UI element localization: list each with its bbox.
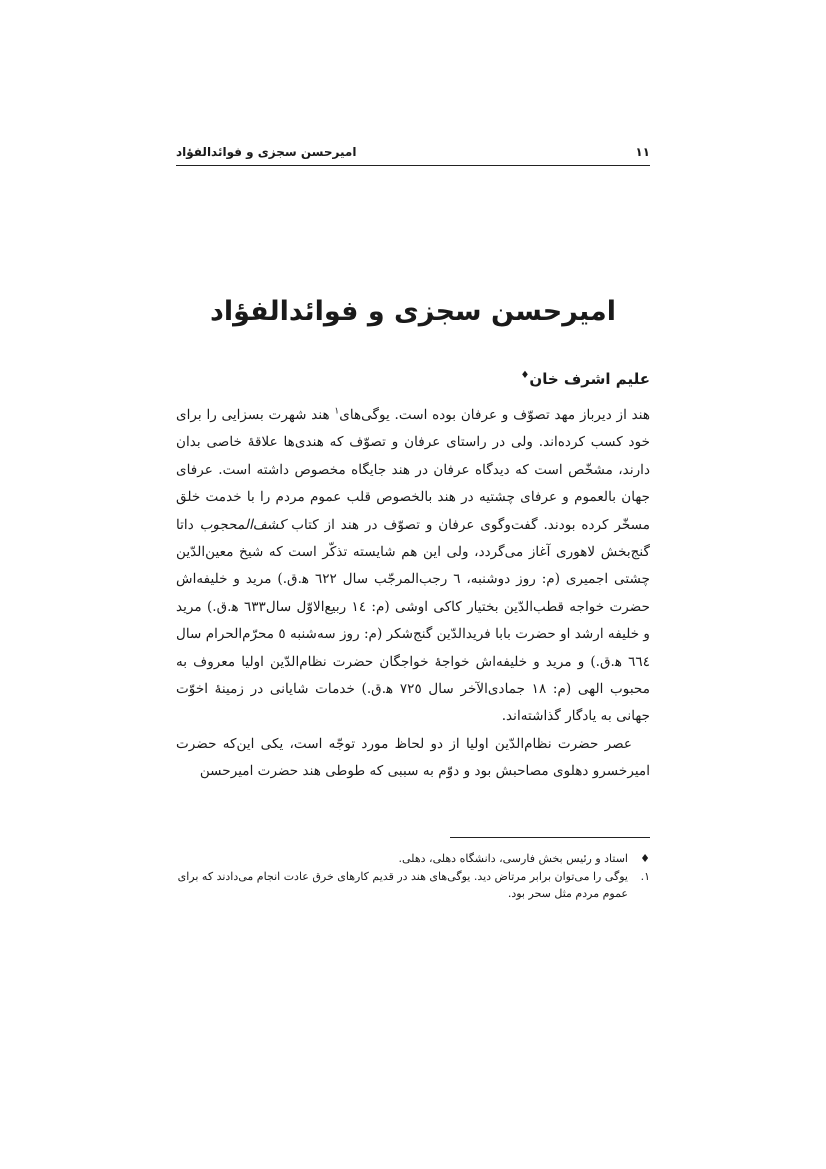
author-footnote-mark: ♦	[520, 370, 530, 381]
footnote-author	[176, 850, 650, 867]
footnote-ref-1: ۱	[334, 406, 340, 417]
footnote-mark: ♦	[640, 852, 650, 865]
running-title: امیرحسن سجزی و فوائدالفؤاد	[176, 145, 357, 159]
footnotes	[176, 850, 650, 903]
paragraph-1-part-a: هند از دیرباز مهد تصوّف و عرفان بوده است. یوگی‌های	[339, 407, 650, 423]
author-line	[520, 370, 650, 388]
footnote-separator	[450, 837, 650, 838]
footnote-text: یوگی را می‌توان برابر مرتاض دید. یوگی‌های هند در قدیم کارهای خرق عادت انجام می‌دادند که برای عموم مردم مثل سحر بود.	[177, 870, 628, 900]
paragraph-1	[176, 402, 650, 731]
page-number: ۱۱	[635, 145, 650, 159]
article-title: امیرحسن سجزی و فوائدالفؤاد	[209, 296, 616, 327]
paragraph-1-part-b: هند شهرت بسزایی را برای خود کسب کرده‌اند. ولی در راستای عرفان و تصوّف که هندی‌ها علاقهٔ خاصی بدان دارند، مشخّص است که دیدگاه عرفان در هند جایگاه مخصوص داشته است. عرفای جهان بالعموم و عرفای چشتیه در هند بالخصوص قلب عموم مردم را با خدمت خلق مسخّر کرده بودند. گفت‌وگوی عرفان و تصوّف در هند از کتاب	[176, 407, 650, 533]
paragraph-2: عصر حضرت نظام‌الدّین اولیا از دو لحاظ مورد توجّه است، یکی این‌که حضرت امیرخسرو دهلوی مصاحبش بود و دوّم به سببی که طوطی هند حضرت امیرحسن	[176, 735, 650, 780]
book-title-italic: کشف‌المحجوب	[199, 516, 286, 533]
footnote-mark: ۱.	[640, 870, 650, 883]
body-text	[176, 402, 650, 786]
footnote-text: استاد و رئیس بخش فارسی، دانشگاه دهلی، دهلی.	[398, 852, 628, 865]
author-name: علیم اشرف خان	[529, 370, 650, 388]
footnote-1	[176, 868, 650, 902]
running-header	[176, 143, 650, 166]
paragraph-1-part-c: داتا گنج‌بخش لاهوری آغاز می‌گردد، ولی این هم شایسته تذکّر است که شیخ معین‌الدّین چشتی اجمیری (م: روز دوشنبه، ٦ رجب‌المرجّب سال ٦٢٢ ه‍.ق.) مرید و خلیفه‌اش حضرت خواجه قطب‌الدّین بختیار کاکی اوشی (م: ١٤ ربیع‌الاوّل سال٦٣٣ ه‍.ق.) مرید و خلیفه ارشد او حضرت بابا فریدالدّین گنج‌شکر (م: روز سه‌شنبه ٥ محرّم‌الحرام سال ٦٦٤ ه‍.ق.) و مرید و خلیفه‌اش خواجهٔ خواجگان حضرت نظام‌الدّین اولیا معروف به محبوب الهی (م: ١٨ جمادی‌الآخر سال ٧٢٥ ه‍.ق.) خدمات شایانی در زمینهٔ اخوّت جهانی به یادگار گذاشته‌اند.	[176, 516, 650, 725]
